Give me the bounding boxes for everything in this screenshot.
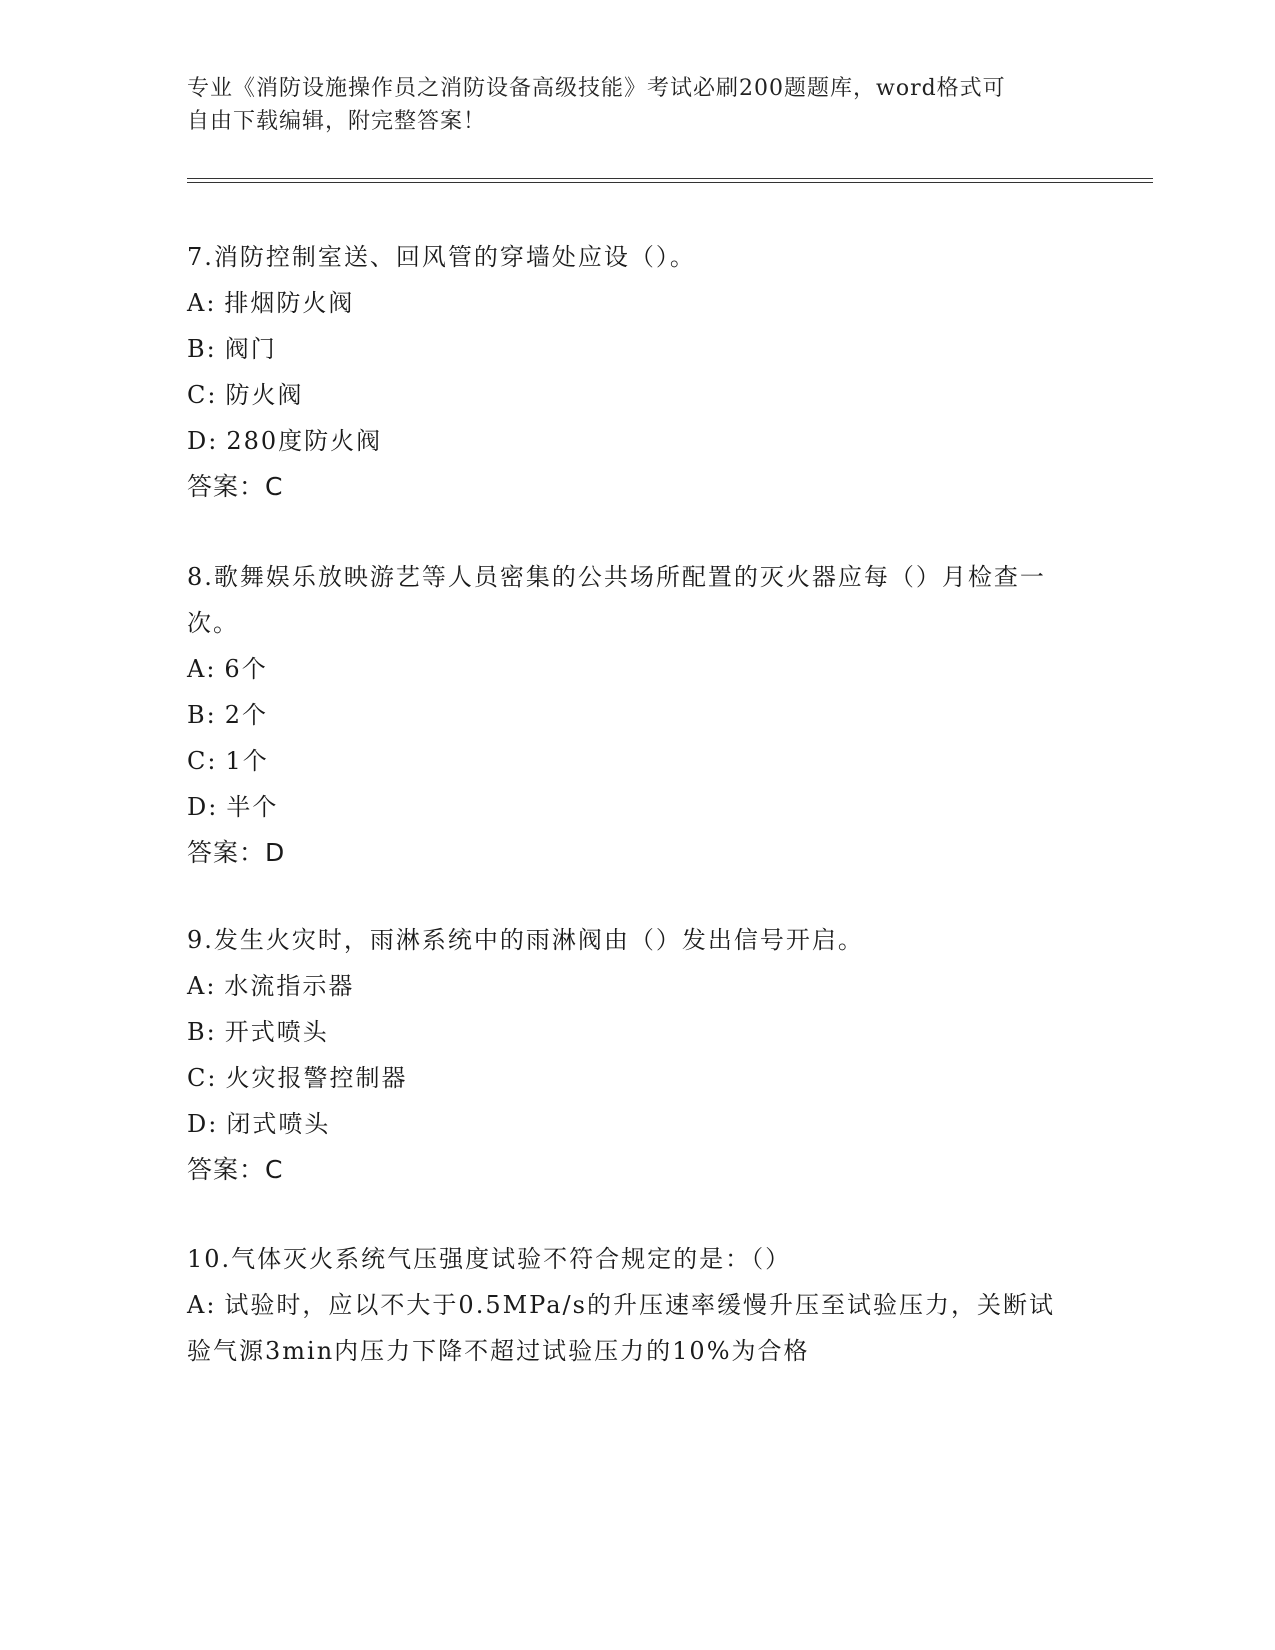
header-divider-top [187, 178, 1153, 179]
option-b [187, 692, 1067, 738]
answer-line: 答案：D [187, 838, 286, 867]
question-7 [187, 234, 1067, 510]
option-a [187, 1282, 1067, 1374]
question-9 [187, 917, 1067, 1193]
option-d [187, 418, 1067, 464]
option-text: 火灾报警控制器 [225, 1064, 408, 1092]
option-text: 1个 [225, 747, 269, 775]
question-stem: 8.歌舞娱乐放映游艺等人员密集的公共场所配置的灭火器应每（）月检查一次。 [187, 563, 1046, 637]
question-stem: 10.气体灭火系统气压强度试验不符合规定的是：（） [187, 1245, 792, 1273]
option-a [187, 280, 1067, 326]
option-c [187, 372, 1067, 418]
question-8 [187, 554, 1067, 876]
option-a [187, 646, 1067, 692]
header-line-1: 专业《消防设施操作员之消防设备高级技能》考试必刷200题题库，word格式可 [187, 76, 1006, 101]
question-stem: 9.发生火灾时，雨淋系统中的雨淋阀由（）发出信号开启。 [187, 926, 864, 954]
option-key: D: [187, 793, 219, 821]
option-key: A: [187, 1291, 217, 1319]
answer-line: 答案：C [187, 472, 284, 501]
option-d [187, 1101, 1067, 1147]
option-key: C: [187, 381, 218, 409]
option-text: 阀门 [224, 335, 277, 363]
question-stem: 7.消防控制室送、回风管的穿墙处应设（）。 [187, 243, 696, 271]
option-a [187, 963, 1067, 1009]
option-key: D: [187, 427, 219, 455]
option-key: B: [187, 335, 217, 363]
option-text: 2个 [224, 701, 269, 729]
option-key: B: [187, 1018, 217, 1046]
option-key: D: [187, 1110, 219, 1138]
option-text: 试验时，应以不大于0.5MPa/s的升压速率缓慢升压至试验压力，关断试验气源3min内压力下降不超过试验压力的10%为合格 [187, 1291, 1055, 1365]
option-key: C: [187, 1064, 218, 1092]
header-line-2: 自由下载编辑，附完整答案！ [187, 109, 487, 134]
header-divider-bottom [187, 182, 1153, 183]
option-d [187, 784, 1067, 830]
document-header [187, 72, 1087, 138]
option-key: A: [187, 289, 217, 317]
option-key: A: [187, 972, 217, 1000]
option-c [187, 738, 1067, 784]
option-text: 防火阀 [225, 381, 304, 409]
option-text: 半个 [226, 793, 279, 821]
option-key: A: [187, 655, 217, 683]
option-text: 280度防火阀 [226, 427, 383, 455]
option-key: B: [187, 701, 217, 729]
option-b [187, 326, 1067, 372]
option-text: 闭式喷头 [226, 1110, 331, 1138]
option-text: 水流指示器 [224, 972, 355, 1000]
question-10 [187, 1236, 1067, 1374]
answer-line: 答案：C [187, 1155, 284, 1184]
option-text: 6个 [224, 655, 268, 683]
option-text: 开式喷头 [224, 1018, 329, 1046]
option-key: C: [187, 747, 218, 775]
option-c [187, 1055, 1067, 1101]
option-text: 排烟防火阀 [224, 289, 355, 317]
option-b [187, 1009, 1067, 1055]
